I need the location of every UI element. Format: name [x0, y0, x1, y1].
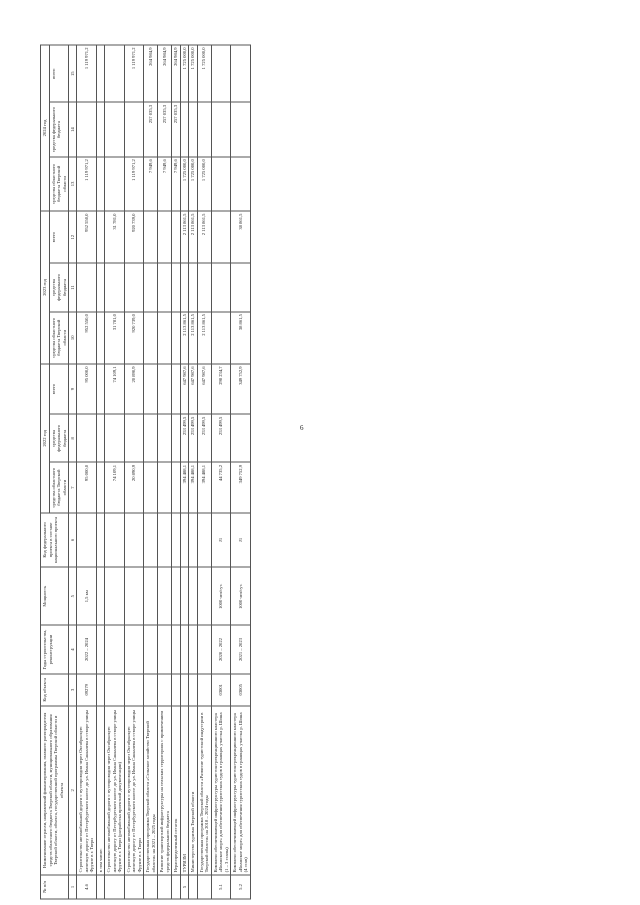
column-index-cell: 11 — [69, 263, 77, 311]
header-federal-2023: средства федерального бюджета — [49, 263, 69, 311]
federal-2022-cell: 253 499,5 — [180, 414, 189, 462]
construction-years-cell — [158, 625, 172, 673]
total-2023-cell: 2 113 861,5 — [197, 211, 211, 263]
regional-2022-cell — [144, 462, 158, 512]
total-2023-cell — [172, 211, 181, 263]
regional-2023-cell: 31 781,0 — [105, 312, 125, 364]
table-row — [124, 45, 144, 899]
federal-2022-cell — [105, 414, 125, 462]
federal-2023-cell — [77, 263, 97, 311]
column-index-row — [69, 45, 77, 899]
row-number-cell — [124, 875, 144, 899]
header-federal-project-code: Код федерального проекта в составе национального проекта — [41, 513, 69, 567]
rotated-table-container — [40, 45, 620, 900]
table-row — [172, 45, 181, 899]
federal-2024-cell — [197, 102, 211, 156]
federal-2023-cell — [144, 263, 158, 311]
row-name-cell: Государственная программа Тверской области «Сельское хозяйство Тверской области» на 2021 – 2025 годы — [144, 706, 158, 875]
federal-2022-cell: 253 499,5 — [211, 414, 231, 462]
column-index-cell: 2 — [69, 706, 77, 875]
federal-project-code-cell — [105, 513, 125, 567]
total-2024-cell — [105, 45, 125, 102]
regional-2024-cell: 7 949,6 — [172, 157, 181, 211]
table-header — [41, 45, 69, 899]
total-2022-cell — [158, 364, 172, 414]
row-name-cell: ТУРИЗМ — [180, 706, 189, 875]
header-total-2024: всего — [49, 45, 69, 102]
total-2022-cell: 349 752,9 — [231, 364, 251, 414]
regional-2023-cell — [172, 312, 181, 364]
construction-years-cell — [105, 625, 125, 673]
federal-2024-cell: 257 035,3 — [144, 102, 158, 156]
construction-years-cell — [96, 625, 105, 673]
total-2024-cell: 1 119 971,2 — [77, 45, 97, 102]
capacity-cell: 1,5 км — [77, 567, 97, 625]
object-code-cell: 03001 — [211, 674, 231, 706]
regional-2023-cell — [158, 312, 172, 364]
total-2023-cell: 38 861,5 — [231, 211, 251, 263]
row-name-cell: Строительство автомобильной дороги с путепроводом через Октябрьскую железную дорогу от Петербургского шоссе до ул. Ивана Саккалева в створе улицы Фрунзе в г. Твери — [77, 706, 97, 875]
federal-project-code-cell — [189, 513, 198, 567]
federal-2023-cell — [197, 263, 211, 311]
regional-2022-cell — [172, 462, 181, 512]
table-row — [158, 45, 172, 899]
construction-years-cell — [189, 625, 198, 673]
federal-2024-cell — [105, 102, 125, 156]
table-body — [69, 45, 251, 899]
regional-2023-cell: 2 113 861,5 — [189, 312, 198, 364]
capacity-cell — [180, 567, 189, 625]
table-row — [231, 45, 251, 899]
row-number-cell — [158, 875, 172, 899]
construction-years-cell — [124, 625, 144, 673]
header-years: Годы строительства, реконструкции — [41, 625, 69, 673]
total-2022-cell — [172, 364, 181, 414]
federal-project-code-cell: J1 — [231, 513, 251, 567]
federal-2022-cell — [144, 414, 158, 462]
federal-project-code-cell — [77, 513, 97, 567]
header-regional-2024: средства областного бюджета Тверской области — [49, 157, 69, 211]
federal-2022-cell — [124, 414, 144, 462]
row-number-cell: 5.2 — [231, 875, 251, 899]
total-2022-cell: 20 890,9 — [124, 364, 144, 414]
federal-2024-cell: 257 035,3 — [172, 102, 181, 156]
regional-2023-cell — [211, 312, 231, 364]
total-2023-cell: 2 113 861,5 — [189, 211, 198, 263]
header-federal-2024: средства федерального бюджета — [49, 102, 69, 156]
federal-project-code-cell — [158, 513, 172, 567]
total-2024-cell: 264 984,9 — [172, 45, 181, 102]
federal-2022-cell — [158, 414, 172, 462]
row-name-cell: Строительство автомобильной дороги с путепроводом через Октябрьскую железную дорогу от Петербургского шоссе до ул. Ивана Саккалева в створе улицы Фрунзе в г. Твери (разработка проектной документации) — [105, 706, 125, 875]
federal-project-code-cell — [180, 513, 189, 567]
header-year-2022: 2022 год — [41, 364, 50, 513]
regional-2024-cell: 7 949,6 — [144, 157, 158, 211]
regional-2022-cell: 74 109,1 — [105, 462, 125, 512]
row-number-cell: 5.1 — [211, 875, 231, 899]
table-row — [105, 45, 125, 899]
total-2024-cell — [96, 45, 105, 102]
column-index-cell: 15 — [69, 45, 77, 102]
total-2023-cell — [158, 211, 172, 263]
column-index-cell: 10 — [69, 312, 77, 364]
table-row — [211, 45, 231, 899]
federal-2024-cell — [231, 102, 251, 156]
header-regional-2023: средства областного бюджета Тверской области — [49, 312, 69, 364]
row-number-cell: 5 — [180, 875, 189, 899]
regional-2023-cell: 2 113 861,5 — [197, 312, 211, 364]
regional-2022-cell — [158, 462, 172, 512]
capacity-cell — [158, 567, 172, 625]
regional-2024-cell: 7 949,6 — [158, 157, 172, 211]
total-2023-cell: 31 781,0 — [105, 211, 125, 263]
page-number: 6 — [300, 424, 304, 432]
total-2023-cell: 2 113 861,5 — [180, 211, 189, 263]
row-number-cell — [96, 875, 105, 899]
total-2024-cell: 1 725 000,0 — [189, 45, 198, 102]
regional-2023-cell: 38 861,5 — [231, 312, 251, 364]
column-index-cell: 14 — [69, 102, 77, 156]
federal-2024-cell — [189, 102, 198, 156]
regional-2022-cell: 394 488,1 — [180, 462, 189, 512]
federal-2022-cell — [172, 414, 181, 462]
regional-2023-cell — [144, 312, 158, 364]
column-index-cell: 5 — [69, 567, 77, 625]
construction-years-cell: 2020 – 2022 — [211, 625, 231, 673]
total-2022-cell: 95 000,0 — [77, 364, 97, 414]
capacity-cell — [144, 567, 158, 625]
regional-2022-cell: 95 000,0 — [77, 462, 97, 512]
capacity-cell — [105, 567, 125, 625]
total-2022-cell — [96, 364, 105, 414]
capacity-cell: 1000 чел/сут. — [211, 567, 231, 625]
header-year-2024: 2024 год — [41, 45, 50, 211]
construction-years-cell — [180, 625, 189, 673]
column-index-cell: 3 — [69, 674, 77, 706]
object-code-cell: 03005 — [231, 674, 251, 706]
header-federal-2022: средства федерального бюджета — [49, 414, 69, 462]
federal-project-code-cell — [124, 513, 144, 567]
row-name-cell: Министерство туризма Тверской области — [189, 706, 198, 875]
header-code: Код объекта — [41, 674, 69, 706]
header-num: № п/п — [41, 875, 69, 899]
federal-2024-cell — [211, 102, 231, 156]
total-2024-cell: 1 725 000,0 — [180, 45, 189, 102]
header-regional-2022: средства областного бюджета Тверской области — [49, 462, 69, 512]
federal-2023-cell — [211, 263, 231, 311]
regional-2023-cell: 952 550,0 — [77, 312, 97, 364]
total-2024-cell — [231, 45, 251, 102]
total-2022-cell — [144, 364, 158, 414]
total-2023-cell — [211, 211, 231, 263]
column-index-cell: 1 — [69, 875, 77, 899]
row-name-cell: Строительство автомобильной дороги с путепроводом через Октябрьскую железную дорогу от Петербургского шоссе до ул. Ивана Саккалева в створе улицы Фрунзе в г. Твери — [124, 706, 144, 875]
federal-2022-cell — [77, 414, 97, 462]
column-index-cell: 8 — [69, 414, 77, 462]
row-name-cell: Развитие транспортной инфраструктуры на сельских территориях с привлечением средств федерального бюджета — [158, 706, 172, 875]
capacity-cell — [124, 567, 144, 625]
regional-2024-cell — [105, 157, 125, 211]
federal-project-code-cell — [96, 513, 105, 567]
total-2024-cell — [211, 45, 231, 102]
total-2022-cell: 74 109,1 — [105, 364, 125, 414]
total-2024-cell: 264 984,9 — [144, 45, 158, 102]
regional-2022-cell: 394 488,1 — [197, 462, 211, 512]
regional-2022-cell: 394 488,1 — [189, 462, 198, 512]
construction-years-cell: 2022 – 2024 — [77, 625, 97, 673]
capacity-cell — [172, 567, 181, 625]
table-row — [144, 45, 158, 899]
total-2024-cell: 264 984,9 — [158, 45, 172, 102]
federal-2022-cell: 253 499,5 — [197, 414, 211, 462]
construction-years-cell: 2021 – 2023 — [231, 625, 251, 673]
federal-project-code-cell — [144, 513, 158, 567]
header-total-2022: всего — [49, 364, 69, 414]
regional-2024-cell — [96, 157, 105, 211]
object-code-cell — [189, 674, 198, 706]
regional-2024-cell: 1 119 971,2 — [77, 157, 97, 211]
regional-2023-cell: 920 739,0 — [124, 312, 144, 364]
object-code-cell — [105, 674, 125, 706]
column-index-cell: 7 — [69, 462, 77, 512]
column-index-cell: 4 — [69, 625, 77, 673]
total-2023-cell: 952 550,0 — [77, 211, 97, 263]
regional-2024-cell: 1 725 000,0 — [180, 157, 189, 211]
total-2023-cell — [144, 211, 158, 263]
row-name-cell: Комплекс обеспечивающей инфраструктуры туристско-рекреационного кластера «Волжское море» для обеспечения туристских судов в границах участка р. Шоша (1 – 3 этапы) — [211, 706, 231, 875]
regional-2024-cell — [211, 157, 231, 211]
total-2024-cell: 1 725 000,0 — [197, 45, 211, 102]
header-capacity: Мощность — [41, 567, 69, 625]
regional-2024-cell: 1 725 000,0 — [189, 157, 198, 211]
table-row — [77, 45, 97, 899]
federal-2022-cell: 253 499,5 — [189, 414, 198, 462]
column-index-cell: 12 — [69, 211, 77, 263]
total-2022-cell: 647 987,6 — [197, 364, 211, 414]
federal-project-code-cell: J1 — [211, 513, 231, 567]
row-name-cell: Нераспределенный остаток — [172, 706, 181, 875]
federal-2022-cell — [231, 414, 251, 462]
federal-2024-cell — [77, 102, 97, 156]
header-total-2023: всего — [49, 211, 69, 263]
object-code-cell — [158, 674, 172, 706]
header-name: Наименование отрасли, направлений финансирования, главного распорядителя средств областного бюджета Тверской области, муниципального образования Тверской области, объекта, государственной программы Тверской области и объекта — [41, 706, 69, 875]
total-2022-cell: 298 234,7 — [211, 364, 231, 414]
federal-2023-cell — [105, 263, 125, 311]
row-name-cell: в том числе: — [96, 706, 105, 875]
capacity-cell — [189, 567, 198, 625]
object-code-cell: 09279 — [77, 674, 97, 706]
regional-2022-cell: 44 735,2 — [211, 462, 231, 512]
row-number-cell — [144, 875, 158, 899]
row-name-cell: Комплекс обеспечивающей инфраструктуры туристско-рекреационного кластера «Волжское море» для обеспечения туристских судов в границах участка р. Шоша (4 этап) — [231, 706, 251, 875]
total-2024-cell: 1 119 971,2 — [124, 45, 144, 102]
total-2022-cell: 647 987,6 — [180, 364, 189, 414]
federal-2023-cell — [180, 263, 189, 311]
federal-project-code-cell — [172, 513, 181, 567]
federal-2023-cell — [231, 263, 251, 311]
column-index-cell: 9 — [69, 364, 77, 414]
regional-2023-cell — [96, 312, 105, 364]
object-code-cell — [172, 674, 181, 706]
table-row — [197, 45, 211, 899]
regional-2022-cell: 20 890,9 — [124, 462, 144, 512]
object-code-cell — [144, 674, 158, 706]
regional-2024-cell — [231, 157, 251, 211]
object-code-cell — [197, 674, 211, 706]
row-number-cell — [105, 875, 125, 899]
header-year-2023: 2023 год — [41, 211, 50, 364]
federal-2022-cell — [96, 414, 105, 462]
regional-2022-cell — [96, 462, 105, 512]
row-number-cell — [197, 875, 211, 899]
total-2023-cell — [96, 211, 105, 263]
construction-years-cell — [197, 625, 211, 673]
capacity-cell — [197, 567, 211, 625]
construction-years-cell — [172, 625, 181, 673]
object-code-cell — [124, 674, 144, 706]
column-index-cell: 13 — [69, 157, 77, 211]
column-index-cell: 6 — [69, 513, 77, 567]
regional-2022-cell: 349 752,9 — [231, 462, 251, 512]
row-name-cell: Государственная программа Тверской области «Развитие туристской индустрии в Тверской области» на 2018 – 2024 годы — [197, 706, 211, 875]
table-row — [189, 45, 198, 899]
construction-years-cell — [144, 625, 158, 673]
total-2022-cell: 647 987,6 — [189, 364, 198, 414]
table-row — [180, 45, 189, 899]
total-2023-cell: 920 739,0 — [124, 211, 144, 263]
federal-2024-cell — [124, 102, 144, 156]
regional-2024-cell: 1 119 971,2 — [124, 157, 144, 211]
table-row — [96, 45, 105, 899]
federal-2023-cell — [172, 263, 181, 311]
budget-table — [40, 45, 251, 900]
federal-2024-cell: 257 035,3 — [158, 102, 172, 156]
object-code-cell — [180, 674, 189, 706]
row-number-cell — [189, 875, 198, 899]
capacity-cell: 1000 чел/сут. — [231, 567, 251, 625]
row-number-cell — [172, 875, 181, 899]
capacity-cell — [96, 567, 105, 625]
federal-2023-cell — [124, 263, 144, 311]
regional-2024-cell: 1 725 000,0 — [197, 157, 211, 211]
row-number-cell: 4.6 — [77, 875, 97, 899]
object-code-cell — [96, 674, 105, 706]
federal-2024-cell — [96, 102, 105, 156]
federal-2023-cell — [158, 263, 172, 311]
federal-project-code-cell — [197, 513, 211, 567]
federal-2024-cell — [180, 102, 189, 156]
federal-2023-cell — [96, 263, 105, 311]
federal-2023-cell — [189, 263, 198, 311]
regional-2023-cell: 2 113 861,5 — [180, 312, 189, 364]
